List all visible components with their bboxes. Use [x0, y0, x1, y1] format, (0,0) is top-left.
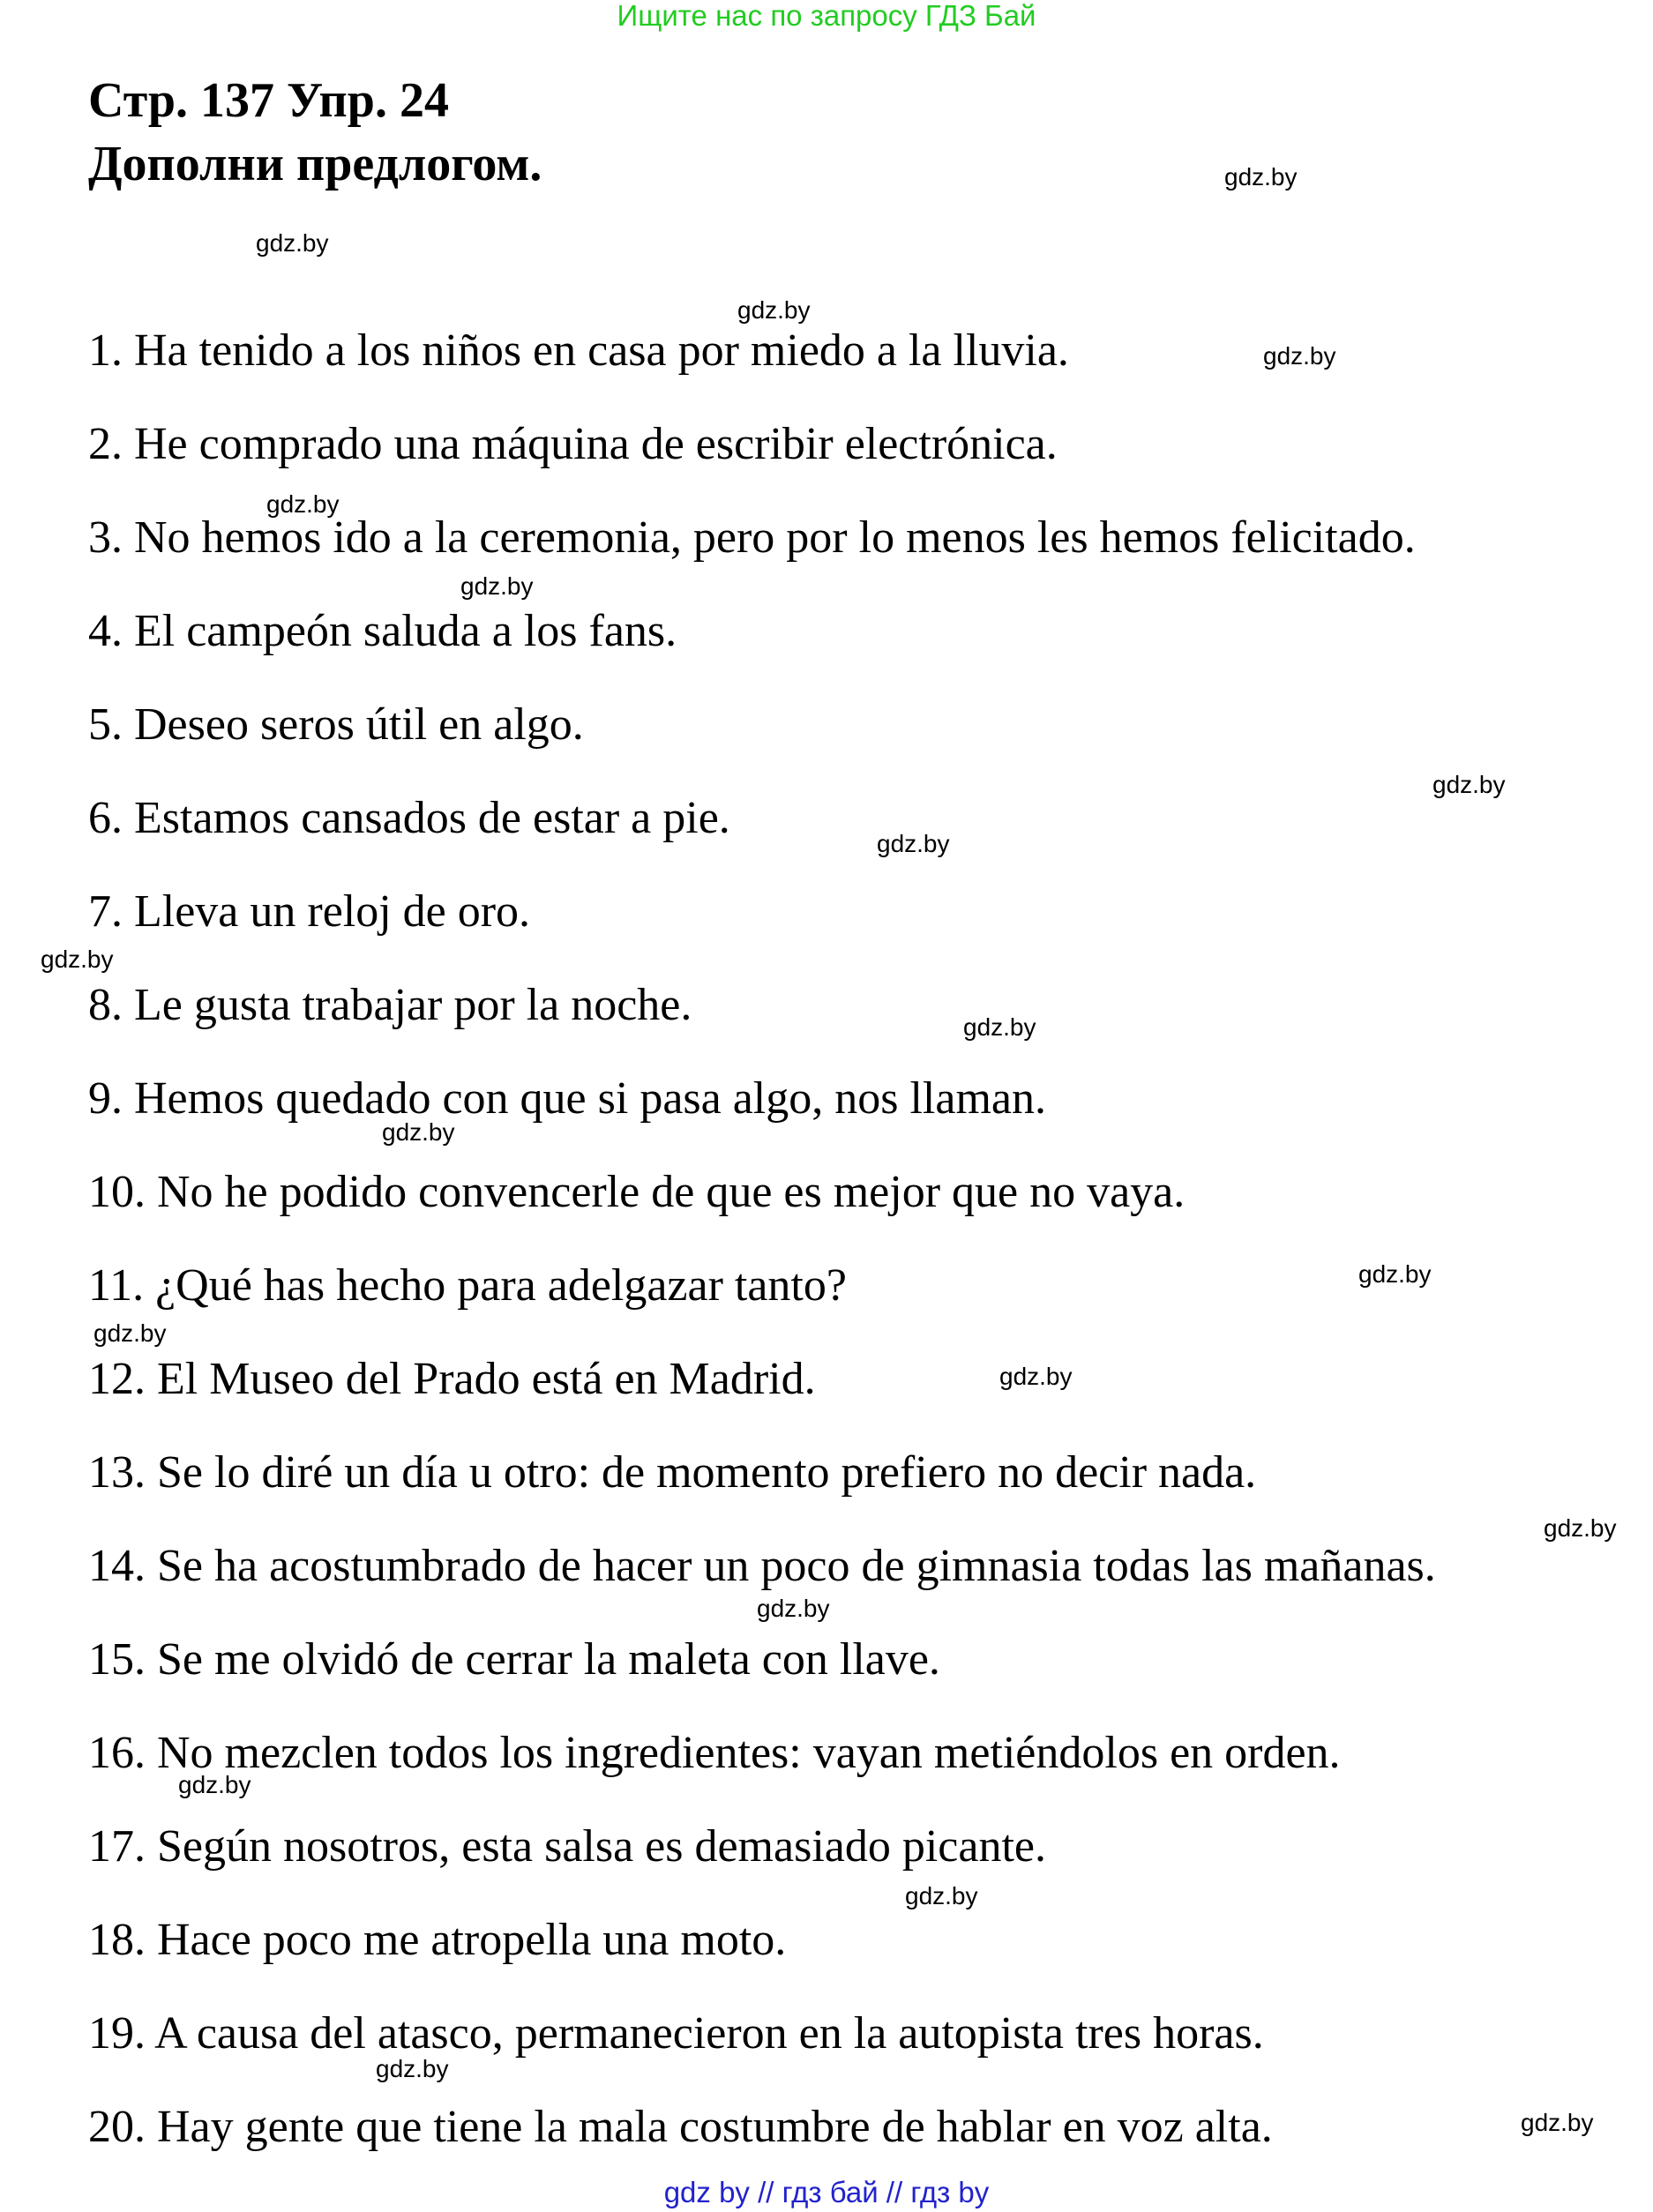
sentence-item: 2. He comprado una máquina de escribir electrónica.	[88, 419, 1058, 469]
top-banner: Ищите нас по запросу ГДЗ Бай	[617, 0, 1036, 32]
watermark: gdz.by	[999, 1363, 1073, 1390]
sentence-item: 6. Estamos cansados de estar a pie.	[88, 793, 730, 843]
sentence-item: 19. A causa del atasco, permanecieron en la autopista tres horas.	[88, 2008, 1264, 2059]
watermark: gdz.by	[1224, 163, 1298, 191]
watermark: gdz.by	[1521, 2109, 1594, 2136]
watermark: gdz.by	[93, 1319, 167, 1347]
sentence-item: 15. Se me olvidó de cerrar la maleta con llave.	[88, 1634, 940, 1685]
sentence-item: 3. No hemos ido a la ceremonia, pero por lo menos les hemos felicitado.	[88, 512, 1416, 563]
sentence-item: 13. Se lo diré un día u otro: de momento prefiero no decir nada.	[88, 1447, 1257, 1498]
bottom-banner: gdz by // гдз бай // гдз by	[663, 2176, 990, 2208]
watermark: gdz.by	[1544, 1514, 1617, 1542]
watermark: gdz.by	[1263, 342, 1336, 370]
watermark: gdz.by	[757, 1595, 830, 1622]
watermark: gdz.by	[737, 296, 811, 324]
sentence-item: 17. Según nosotros, esta salsa es demasiado picante.	[88, 1821, 1046, 1872]
sentence-item: 1. Ha tenido a los niños en casa por miedo a la lluvia.	[88, 325, 1069, 376]
sentence-item: 18. Hace poco me atropella una moto.	[88, 1915, 787, 1965]
sentence-item: 7. Lleva un reloj de oro.	[88, 886, 531, 937]
watermark: gdz.by	[178, 1771, 251, 1798]
sentence-item: 20. Hay gente que tiene la mala costumbre de hablar en voz alta.	[88, 2102, 1273, 2152]
watermark: gdz.by	[1358, 1260, 1432, 1288]
task-instruction: Дополни предлогом.	[88, 137, 542, 191]
watermark: gdz.by	[460, 572, 534, 600]
sentence-item: 16. No mezclen todos los ingredientes: vayan metiéndolos en orden.	[88, 1728, 1341, 1778]
sentence-item: 5. Deseo seros útil en algo.	[88, 699, 584, 750]
sentence-item: 10. No he podido convencerle de que es mejor que no vaya.	[88, 1167, 1186, 1217]
watermark: gdz.by	[266, 490, 340, 518]
watermark: gdz.by	[256, 229, 329, 257]
watermark: gdz.by	[1432, 771, 1506, 798]
page-title: Стр. 137 Упр. 24	[88, 73, 449, 128]
sentence-item: 8. Le gusta trabajar por la noche.	[88, 980, 692, 1030]
watermark: gdz.by	[41, 945, 114, 973]
watermark: gdz.by	[382, 1118, 455, 1146]
sentence-item: 11. ¿Qué has hecho para adelgazar tanto?	[88, 1260, 847, 1311]
sentence-item: 12. El Museo del Prado está en Madrid.	[88, 1354, 816, 1404]
watermark: gdz.by	[963, 1013, 1036, 1041]
sentence-item: 9. Hemos quedado con que si pasa algo, nos llaman.	[88, 1073, 1046, 1124]
watermark: gdz.by	[877, 830, 950, 857]
sentence-item: 4. El campeón saluda a los fans.	[88, 606, 677, 656]
watermark: gdz.by	[376, 2055, 449, 2082]
sentence-item: 14. Se ha acostumbrado de hacer un poco de gimnasia todas las mañanas.	[88, 1541, 1436, 1591]
watermark: gdz.by	[905, 1882, 978, 1909]
